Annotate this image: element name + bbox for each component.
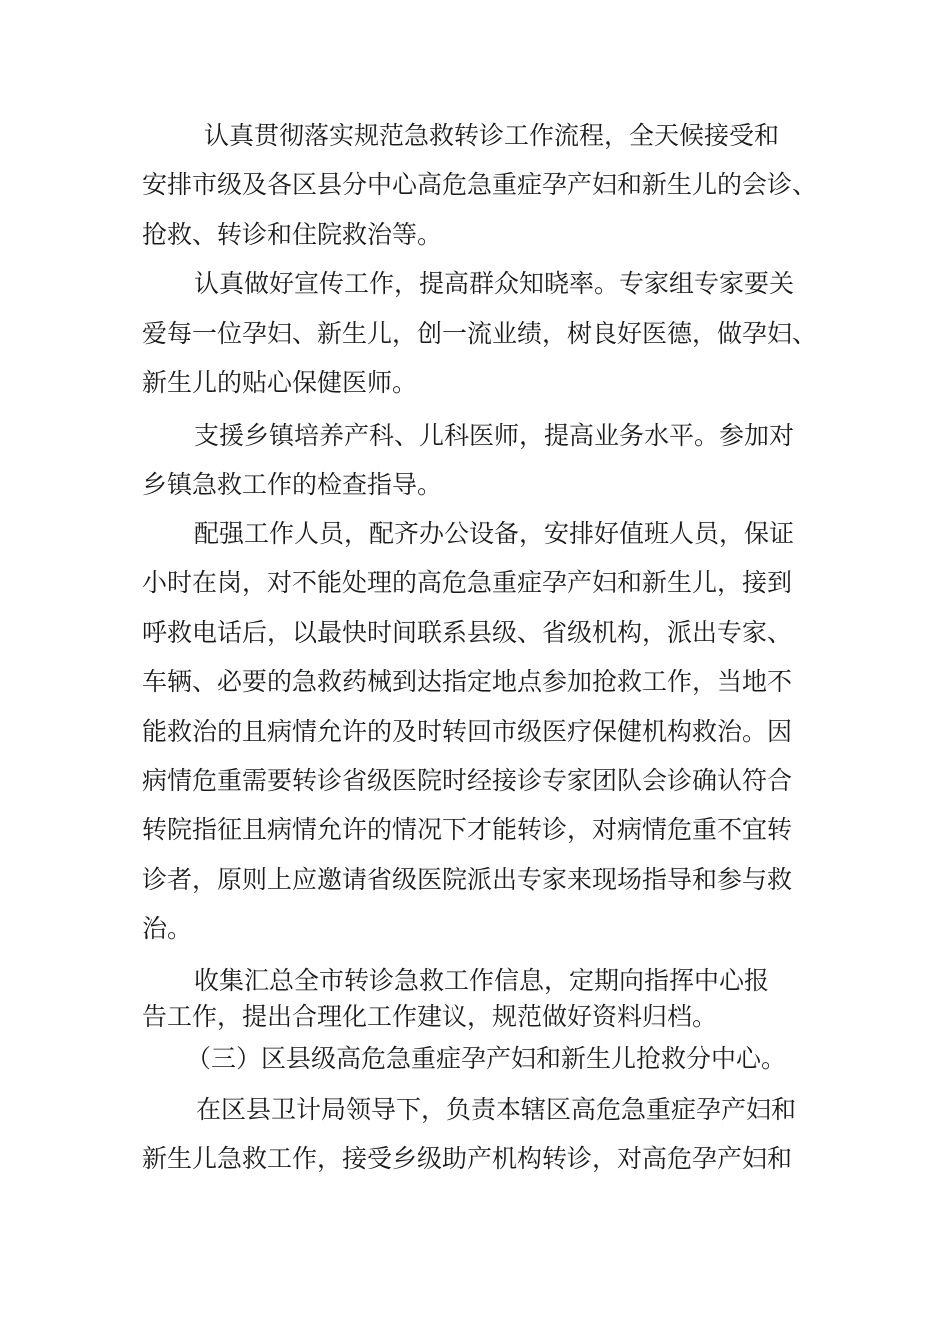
text-line: 支援乡镇培养产科、儿科医师，提高业务水平。参加对 xyxy=(194,421,795,450)
text-line: 治。 xyxy=(142,914,193,943)
text-line: 新生儿急救工作，接受乡级助产机构转诊，对高危孕产妇和 xyxy=(142,1144,793,1173)
text-line: 转院指征且病情允许的情况下才能转诊，对病情危重不宜转 xyxy=(142,815,793,844)
text-line: 认真贯彻落实规范急救转诊工作流程，全天候接受和 xyxy=(204,121,780,150)
text-line: 车辆、必要的急救药械到达指定地点参加抢救工作，当地不 xyxy=(142,667,793,696)
text-line: 收集汇总全市转诊急救工作信息，定期向指挥中心报 xyxy=(194,966,770,995)
text-line: 新生儿的贴心保健医师。 xyxy=(142,368,418,397)
text-line: 乡镇急救工作的检查指导。 xyxy=(142,470,443,499)
text-line: 安排市级及各区县分中心高危急重症孕产妇和新生儿的会诊、 xyxy=(142,170,818,199)
text-line: 认真做好宣传工作，提高群众知晓率。专家组专家要关 xyxy=(194,269,795,298)
text-line: 抢救、转诊和住院救治等。 xyxy=(142,220,443,249)
text-line: 诊者，原则上应邀请省级医院派出专家来现场指导和参与救 xyxy=(142,865,793,894)
text-line: 告工作，提出合理化工作建议，规范做好资料归档。 xyxy=(142,1002,718,1031)
text-line: 小时在岗，对不能处理的高危急重症孕产妇和新生儿，接到 xyxy=(142,568,793,597)
text-line: 在区县卫计局领导下，负责本辖区高危急重症孕产妇和 xyxy=(196,1095,797,1124)
text-line: 病情危重需要转诊省级医院时经接诊专家团队会诊确认符合 xyxy=(142,766,793,795)
text-line: 配强工作人员，配齐办公设备，安排好值班人员，保证 xyxy=(194,519,795,548)
text-line: 爱每一位孕妇、新生儿，创一流业绩，树良好医德，做孕妇、 xyxy=(142,319,818,348)
text-line: 呼救电话后，以最快时间联系县级、省级机构，派出专家、 xyxy=(142,618,793,647)
text-line: 能救治的且病情允许的及时转回市级医疗保健机构救治。因 xyxy=(142,717,793,746)
section-heading: （三）区县级高危急重症孕产妇和新生儿抢救分中心。 xyxy=(186,1044,787,1073)
